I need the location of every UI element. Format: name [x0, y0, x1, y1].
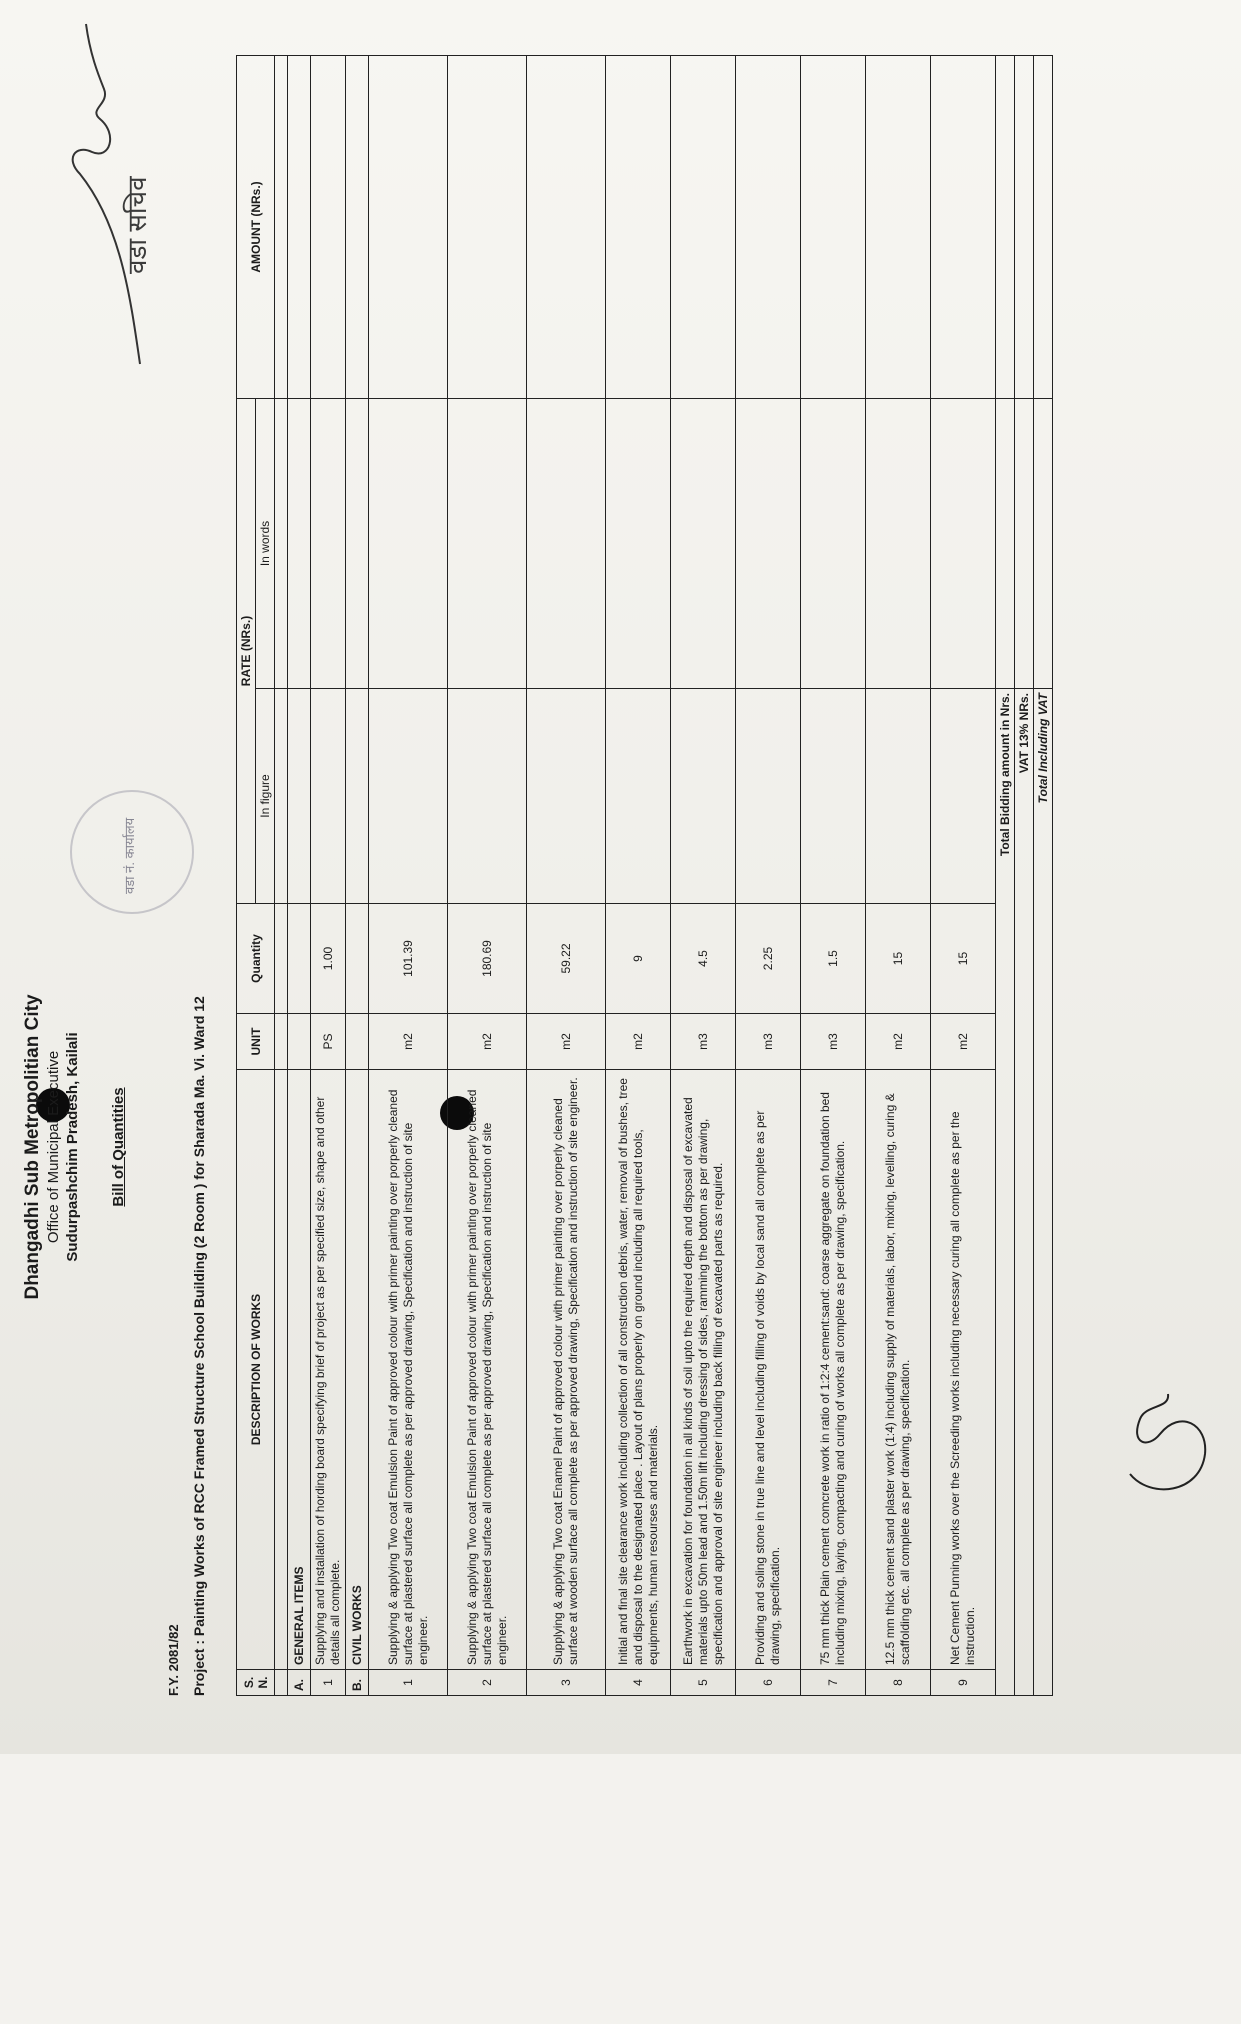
- province-title: Sudurpashchim Pradesh, Kailali: [64, 1032, 81, 1262]
- section-title: GENERAL ITEMS: [288, 1070, 311, 1670]
- row-rate-words[interactable]: [606, 398, 671, 688]
- row-unit: PS: [311, 1014, 346, 1070]
- doc-title: Bill of Quantities: [110, 1087, 127, 1207]
- row-quantity: 15: [931, 904, 996, 1014]
- row-unit: m2: [369, 1014, 448, 1070]
- row-rate-words[interactable]: [801, 398, 866, 688]
- row-amount[interactable]: [866, 55, 931, 398]
- row-quantity: 1.00: [311, 904, 346, 1014]
- row-rate-figure[interactable]: [736, 689, 801, 904]
- row-amount[interactable]: [736, 55, 801, 398]
- row-rate-words[interactable]: [671, 398, 736, 688]
- ward-secretary-signature: [20, 14, 180, 374]
- table-row: [448, 55, 527, 1695]
- total-incl-vat-row: [1034, 55, 1053, 1695]
- col-unit: UNIT: [237, 1014, 275, 1070]
- office-stamp: [70, 790, 194, 914]
- section-row: [346, 55, 369, 1695]
- table-spacer-row: [275, 55, 288, 1695]
- row-description: Initial and final site clearance work including collection of all construction debris, water, removal of bushes, tree and disposal to the designated place . Layout of plans properly on ground including all required tools, equipments, human resourses and materials.: [606, 1070, 671, 1670]
- row-sn: 7: [801, 1670, 866, 1696]
- row-quantity: 180.69: [448, 904, 527, 1014]
- row-rate-words[interactable]: [527, 398, 606, 688]
- row-rate-words[interactable]: [736, 398, 801, 688]
- row-amount[interactable]: [448, 55, 527, 398]
- table-row: [801, 55, 866, 1695]
- section-code: A.: [288, 1670, 311, 1696]
- col-sn: S. N.: [237, 1670, 275, 1696]
- row-rate-words[interactable]: [866, 398, 931, 688]
- table-header-row: [237, 55, 256, 1695]
- row-description: Net Cement Punning works over the Screeding works including necessary curing all complete as per the instruction.: [931, 1070, 996, 1670]
- table-row: [311, 55, 346, 1695]
- col-rate-figure: In figure: [256, 689, 275, 904]
- row-rate-words[interactable]: [311, 398, 346, 688]
- row-quantity: 2.25: [736, 904, 801, 1014]
- section-row: [288, 55, 311, 1695]
- row-description: Supplying and installation of hording board specifying brief of project as per specified size, shape and other details all complete.: [311, 1070, 346, 1670]
- row-rate-figure[interactable]: [606, 689, 671, 904]
- row-unit: m2: [527, 1014, 606, 1070]
- row-description: 12.5 mm thick cement sand plaster work (1:4) including supply of materials, labor, mixing, levelling, curing & scaffolding etc. all complete as per drawing, specification.: [866, 1070, 931, 1670]
- total-bid-amount[interactable]: [996, 55, 1015, 398]
- row-description: 75 mm thick Plain cement comcrete work in ratio of 1:2:4 cement:sand: coarse aggregate on foundation bed including mixing, laying, compacting and curing of works all complete as per drawing, specification.: [801, 1070, 866, 1670]
- row-rate-figure[interactable]: [527, 689, 606, 904]
- table-row: [931, 55, 996, 1695]
- row-quantity: 9: [606, 904, 671, 1014]
- fiscal-year: F.Y. 2081/82: [166, 1624, 181, 1696]
- row-unit: m2: [606, 1014, 671, 1070]
- row-sn: 1: [311, 1670, 346, 1696]
- stamp-text: वडा नं. कार्यालय: [122, 817, 137, 894]
- table-row: [606, 55, 671, 1695]
- row-unit: m2: [448, 1014, 527, 1070]
- row-rate-figure[interactable]: [311, 689, 346, 904]
- table-row: [369, 55, 448, 1695]
- row-unit: m3: [801, 1014, 866, 1070]
- row-unit: m2: [866, 1014, 931, 1070]
- row-rate-figure[interactable]: [931, 689, 996, 904]
- row-sn: 8: [866, 1670, 931, 1696]
- total-bid-label: Total Bidding amount in Nrs.: [996, 689, 1015, 1696]
- ward-secretary-title: वडा सचिव: [122, 176, 152, 274]
- row-description: Earthwork in excavation for foundation in all kinds of soil upto the required depth and disposal of excavated materials upto 50m lead and 1.50m lift including dressing of sides, ramming the bottom as per drawing, specification and approval of site engineer including back filling of excavated parts as required.: [671, 1070, 736, 1670]
- vat-row: [1015, 55, 1034, 1695]
- section-title: CIVIL WORKS: [346, 1070, 369, 1670]
- row-quantity: 59.22: [527, 904, 606, 1014]
- row-quantity: 15: [866, 904, 931, 1014]
- project-title: Project : Painting Works of RCC Framed Structure School Building (2 Room ) for Sharada Ma. Vi. Ward 12: [191, 996, 207, 1696]
- row-sn: 1: [369, 1670, 448, 1696]
- col-rate: RATE (NRs.): [237, 398, 256, 903]
- row-rate-words[interactable]: [369, 398, 448, 688]
- city-title: Dhangadhi Sub Metropolitian City: [22, 994, 43, 1300]
- row-rate-words[interactable]: [931, 398, 996, 688]
- row-quantity: 4.5: [671, 904, 736, 1014]
- row-quantity: 1.5: [801, 904, 866, 1014]
- row-rate-figure[interactable]: [369, 689, 448, 904]
- left-signature: [1110, 1384, 1220, 1504]
- col-quantity: Quantity: [237, 904, 275, 1014]
- row-sn: 9: [931, 1670, 996, 1696]
- total-bid-row: [996, 55, 1015, 1695]
- row-description: Supplying & applying Two coat Enamel Paint of approved colour with primer painting over porperly cleaned surface at wooden surface all complete as per approved drawing, Specification and instruction of site engineer.: [527, 1070, 606, 1670]
- office-title: Office of Municipal Executive: [45, 1050, 62, 1244]
- row-description: Supplying & applying Two coat Emulsion Paint of approved colour with primer painting over porperly cleaned surface at plastered surface all complete as per approved drawing, Specification and instruction of site engineer.: [369, 1070, 448, 1670]
- row-sn: 4: [606, 1670, 671, 1696]
- row-sn: 6: [736, 1670, 801, 1696]
- col-amount: AMOUNT (NRs.): [237, 55, 275, 398]
- row-description: Providing and soling stone in true line and level including filling of voids by local sand all complete as per drawing, specification.: [736, 1070, 801, 1670]
- row-rate-figure[interactable]: [866, 689, 931, 904]
- row-unit: m3: [671, 1014, 736, 1070]
- table-row: [671, 55, 736, 1695]
- total-incl-vat-label: Total Including VAT: [1034, 689, 1053, 1696]
- row-amount[interactable]: [311, 55, 346, 398]
- row-rate-words[interactable]: [448, 398, 527, 688]
- vat-amount[interactable]: [1015, 55, 1034, 398]
- row-unit: m2: [931, 1014, 996, 1070]
- row-rate-figure[interactable]: [448, 689, 527, 904]
- row-unit: m3: [736, 1014, 801, 1070]
- boq-table: [236, 55, 1053, 1696]
- row-description: Supplying & applying Two coat Emulsion Paint of approved colour with primer painting over porperly cleaned surface at plastered surface all complete as per approved drawing, Specification and instruction of site engineer.: [448, 1070, 527, 1670]
- total-incl-vat-amount[interactable]: [1034, 55, 1053, 398]
- row-amount[interactable]: [801, 55, 866, 398]
- row-amount[interactable]: [931, 55, 996, 398]
- row-rate-figure[interactable]: [801, 689, 866, 904]
- row-amount[interactable]: [606, 55, 671, 398]
- table-row: [866, 55, 931, 1695]
- row-amount[interactable]: [671, 55, 736, 398]
- row-amount[interactable]: [527, 55, 606, 398]
- section-code: B.: [346, 1670, 369, 1696]
- col-rate-words: In words: [256, 398, 275, 688]
- col-description: DESCRIPTION OF WORKS: [237, 1070, 275, 1670]
- row-sn: 2: [448, 1670, 527, 1696]
- table-row: [736, 55, 801, 1695]
- row-sn: 3: [527, 1670, 606, 1696]
- row-rate-figure[interactable]: [671, 689, 736, 904]
- table-row: [527, 55, 606, 1695]
- row-quantity: 101.39: [369, 904, 448, 1014]
- vat-label: VAT 13% NRs.: [1015, 689, 1034, 1696]
- row-amount[interactable]: [369, 55, 448, 398]
- row-sn: 5: [671, 1670, 736, 1696]
